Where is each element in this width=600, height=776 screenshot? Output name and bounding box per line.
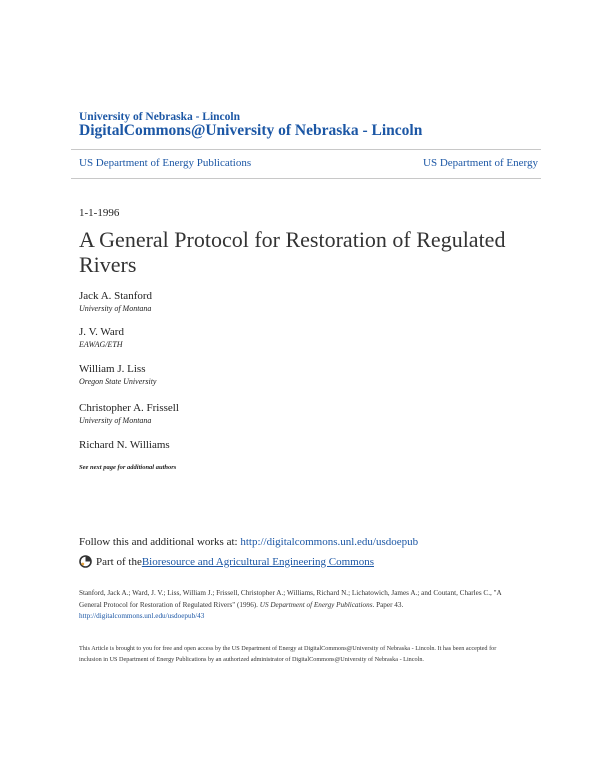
- citation-block: [79, 588, 519, 623]
- citation-url-link[interactable]: http://digitalcommons.unl.edu/usdoepub/43: [79, 612, 205, 620]
- author-name: Jack A. Stanford: [79, 290, 153, 302]
- author-item: [79, 402, 179, 425]
- citation-text: Stanford, Jack A.; Ward, J. V.; Liss, William J.; Frissell, Christopher A.; Williams, Richard N.; Lichatowich, James A.; and Coutant, Charles C., "A General Protocol for Restoration of Regulated Rivers" (1996).: [79, 589, 502, 609]
- author-affiliation: University of Montana: [79, 416, 152, 425]
- author-affiliation: EAWAG/ETH: [79, 340, 123, 349]
- author-item: [79, 290, 152, 313]
- author-name: J. V. Ward: [79, 326, 124, 338]
- author-affiliation: Oregon State University: [79, 377, 157, 386]
- additional-authors-note: See next page for additional authors: [79, 464, 177, 471]
- repository-link[interactable]: DigitalCommons@University of Nebraska - Lincoln: [79, 122, 423, 139]
- author-item: [79, 326, 124, 349]
- part-of-text: Part of the: [96, 555, 142, 568]
- page-title: A General Protocol for Restoration of Regulated Rivers: [79, 227, 506, 277]
- author-item: [79, 363, 156, 386]
- follow-text: Follow this and additional works at:: [79, 536, 241, 548]
- access-notice: This Article is brought to you for free and open access by the US Department of Energy at DigitalCommons@University of Nebraska - Lincoln. It has been accepted for inclusion in US Department of Energy Publications by an authorized administrator of DigitalCommons@University of Nebraska - Lincoln.: [79, 645, 497, 663]
- divider: [71, 178, 541, 179]
- citation-journal: US Department of Energy Publications: [259, 600, 373, 609]
- author-affiliation: University of Montana: [79, 304, 152, 313]
- divider: [71, 149, 541, 150]
- author-name: William J. Liss: [79, 363, 146, 375]
- collection-link[interactable]: http://digitalcommons.unl.edu/usdoepub: [240, 536, 419, 548]
- commons-link[interactable]: Bioresource and Agricultural Engineering Commons: [141, 555, 374, 568]
- author-item: [79, 439, 170, 451]
- author-name: Christopher A. Frissell: [79, 402, 179, 414]
- breadcrumb-department-link[interactable]: US Department of Energy: [423, 157, 538, 169]
- citation-suffix: . Paper 43.: [372, 600, 404, 609]
- institution-link[interactable]: University of Nebraska - Lincoln: [79, 111, 240, 123]
- follow-line: [79, 536, 418, 548]
- author-name: Richard N. Williams: [79, 439, 170, 451]
- breadcrumb-publications-link[interactable]: US Department of Energy Publications: [79, 157, 252, 169]
- commons-network-icon: [79, 555, 92, 568]
- part-of-line: [79, 555, 374, 568]
- publication-date: 1-1-1996: [79, 207, 120, 219]
